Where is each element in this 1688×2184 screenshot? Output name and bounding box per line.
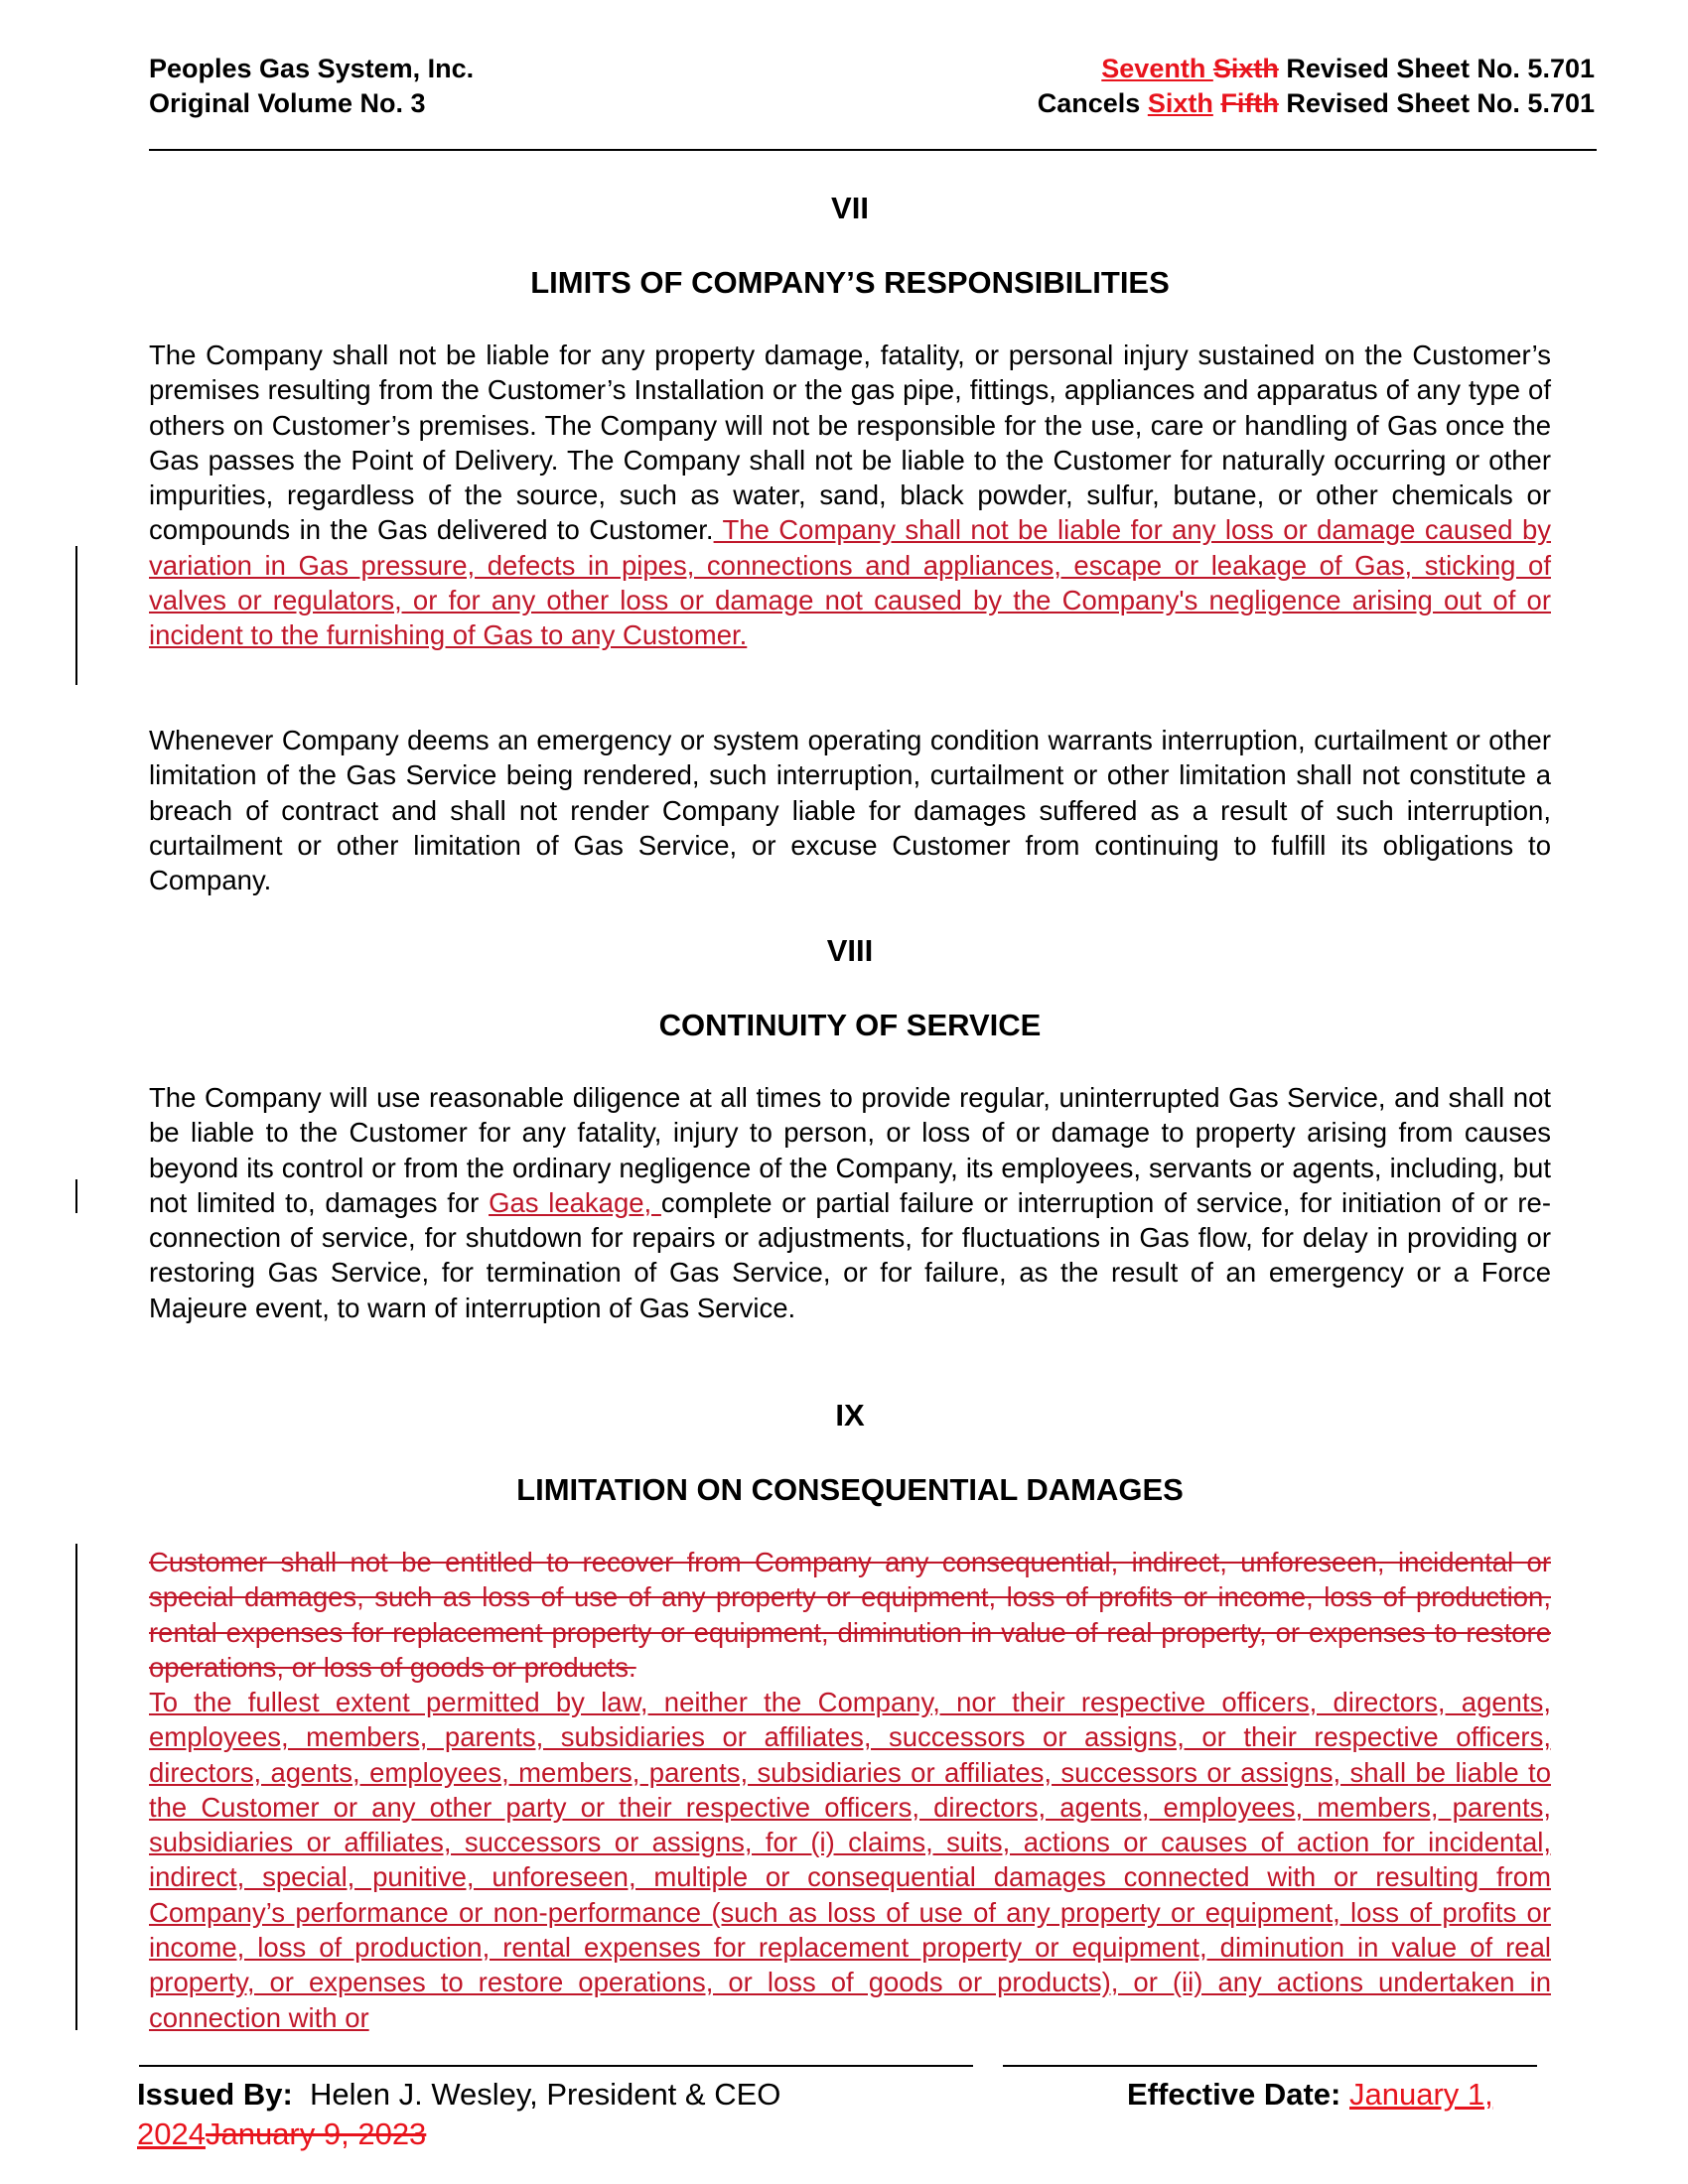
volume-label: Original Volume No. 3 — [149, 88, 426, 118]
section-7-number: VII — [831, 191, 869, 225]
section-9-title: LIMITATION ON CONSEQUENTIAL DAMAGES — [516, 1472, 1184, 1507]
section-9-number: IX — [835, 1398, 865, 1433]
section-9-inserted-text: To the fullest extent permitted by law, neither the Company, nor their respective officers, directors, agents, employees, members, parents, subsidiaries or affiliates, successors or assigns, or their respective officers, directors, agents, employees, members, parents, subsidiaries or affiliates, successors or assigns, shall be liable to the Customer or any other party or their respective officers, directors, agents, employees, members, parents, subsidiaries or affiliates, successors or assigns, for (i) claims, suits, actions or causes of action for incidental, indirect, special, punitive, unforeseen, multiple or consequential damages connected with or resulting from Company’s performance or non-performance (such as loss of use of any property or equipment, loss of profits or income, loss of production, rental expenses for replacement property or equipment, diminution in value of real property, or expenses to restore operations, or loss of goods or products), or (ii) any actions undertaken in connection with or — [149, 1687, 1551, 2033]
effective-inserted-2: 2024 — [137, 2116, 206, 2151]
section-9-paragraph-deleted — [149, 1545, 1551, 1685]
section-8-paragraph — [149, 1080, 1551, 1325]
effective-inserted-1: January 1, — [1348, 2077, 1493, 2112]
issued-label: Issued By: — [137, 2077, 293, 2112]
section-8-p-after: complete or partial failure or interruption of service, for initiation of or re-connection of service, for shutdown for repairs or adjustments, for fluctuations in Gas flow, for delay in providing or restoring Gas Service, for termination of Gas Service, or for failure, as the result of an emergency or a Force Majeure event, to warn of interruption of Gas Service. — [149, 1186, 1552, 1323]
cancels-line — [1038, 86, 1595, 121]
change-bar-2 — [75, 1179, 77, 1213]
sheet-deleted: Sixth — [1212, 54, 1279, 83]
change-bar-1 — [75, 546, 77, 685]
section-9-deleted-text: Customer shall not be entitled to recover from Company any consequential, indirect, unforeseen, incidental or special damages, such as loss of use of any property or equipment, loss of profits or income, loss of production, rental expenses for replacement property or equipment, diminution in value of real property, or expenses to restore operations, or loss of goods or products. — [149, 1547, 1551, 1683]
cancels-deleted: Fifth — [1220, 88, 1279, 118]
header-left — [149, 52, 474, 121]
sheet-rest: Revised Sheet No. 5.701 — [1278, 54, 1595, 83]
section-8-p-inserted: Gas leakage, — [489, 1186, 661, 1218]
header-right — [1038, 52, 1595, 121]
cancels-prefix: Cancels — [1037, 88, 1148, 118]
effective-date — [1127, 2075, 1493, 2115]
issued-by — [137, 2075, 780, 2115]
company-name: Peoples Gas System, Inc. — [149, 54, 475, 83]
cancels-rest: Revised Sheet No. 5.701 — [1278, 88, 1595, 118]
section-7-title: LIMITS OF COMPANY’S RESPONSIBILITIES — [530, 265, 1170, 300]
section-7-p1-text: The Company shall not be liable for any property damage, fatality, or personal injury sustained on the Customer’s premises resulting from the Customer’s Installation or the gas pipe, fittings, appliances and apparatus of any type of others on Customer’s premises. The Company will not be responsible for the use, care or handling of Gas once the Gas passes the Point of Delivery. The Company shall not be liable to the Customer for naturally occurring or other impurities, regardless of the source, such as water, sand, black powder, sulfur, butane, or other chemicals or compounds in the Gas delivered to Customer. — [149, 340, 1551, 546]
section-8-number: VIII — [826, 933, 874, 968]
sheet-line — [1038, 52, 1595, 86]
section-8-title: CONTINUITY OF SERVICE — [658, 1008, 1042, 1042]
section-8-p-before: The Company will use reasonable diligence at all times to provide regular, uninterrupted Gas Service, and shall not be liable to the Customer for any fatality, injury to person, or loss of or damage to property arising from causes beyond its control or from the ordinary negligence of the Company, its employees, servants or agents, including, but not limited to, damages for — [149, 1082, 1551, 1218]
section-9-paragraph-inserted — [149, 1685, 1551, 2035]
footer-rule-right — [1003, 2065, 1537, 2067]
effective-date-line-2 — [137, 2115, 426, 2154]
sheet-inserted: Seventh — [1101, 54, 1213, 83]
section-7-paragraph-2: Whenever Company deems an emergency or system operating condition warrants interruption, curtailment or other limitation of the Gas Service being rendered, such interruption, curtailment or other limitation shall not constitute a breach of contract and shall not render Company liable for damages suffered as a result of such interruption, curtailment or other limitation of Gas Service, or excuse Customer from continuing to fulfill its obligations to Company. — [149, 725, 1551, 896]
section-7-p1-inserted: The Company shall not be liable for any loss or damage caused by variation in Gas pressure, defects in pipes, connections and appliances, escape or leakage of Gas, sticking of valves or regulators, or for any other loss or damage not caused by the Company's negligence arising out of or incident to the furnishing of Gas to any Customer. — [149, 514, 1551, 651]
change-bar-3 — [75, 1544, 77, 2030]
cancels-inserted: Sixth — [1147, 88, 1213, 118]
section-7-paragraph-1 — [149, 338, 1551, 653]
effective-deleted: January 9, 2023 — [205, 2116, 427, 2151]
header-rule — [149, 149, 1597, 151]
issued-value: Helen J. Wesley, President & CEO — [292, 2077, 781, 2112]
effective-label: Effective Date: — [1127, 2077, 1341, 2112]
footer-rule-left — [139, 2065, 973, 2067]
